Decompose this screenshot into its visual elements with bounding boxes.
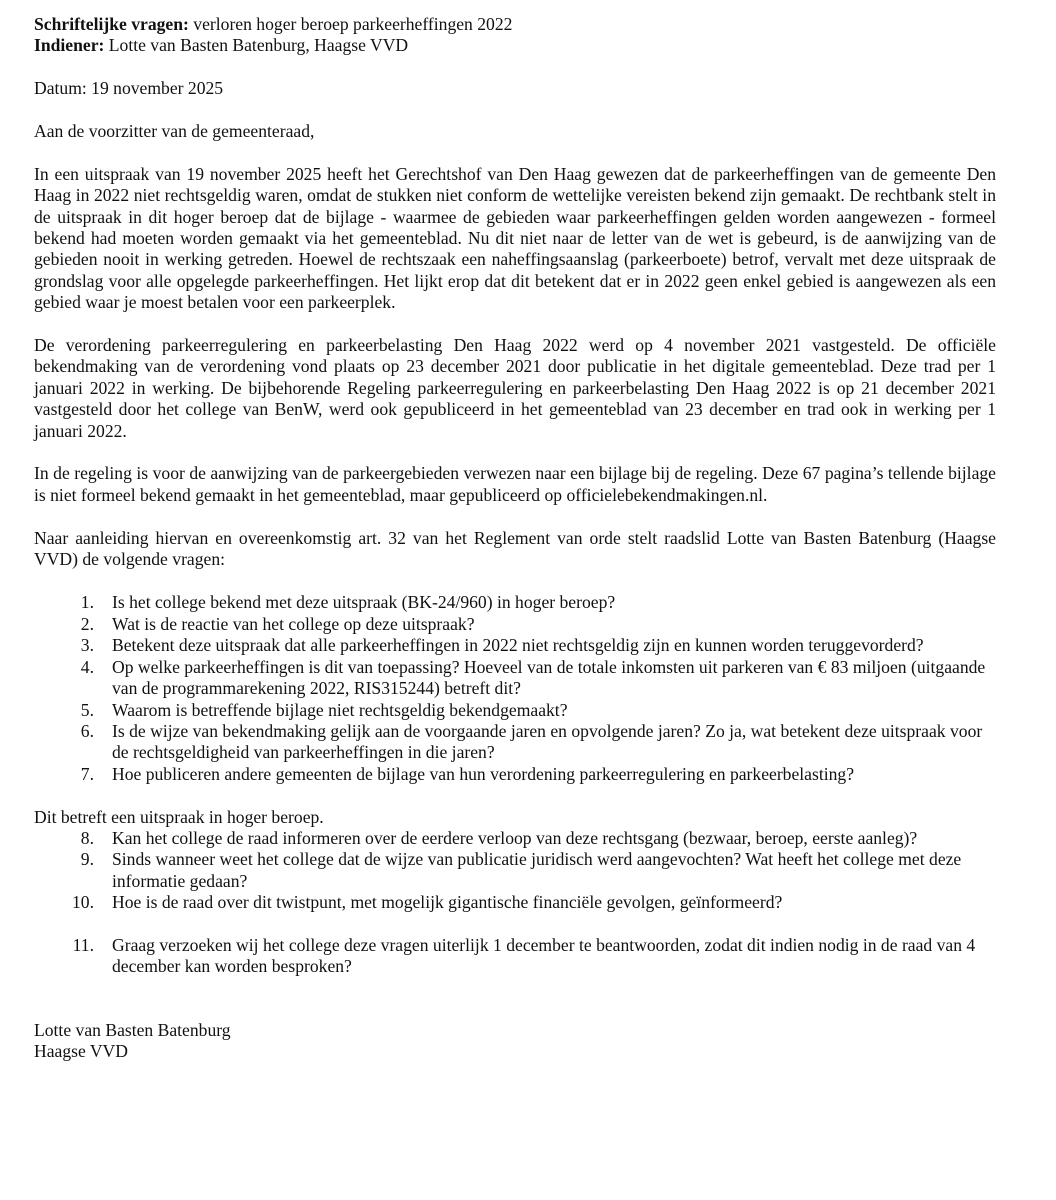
question-text: Waarom is betreffende bijlage niet rechtsgeldig bekendgemaakt?: [112, 699, 568, 720]
question-item: [34, 657, 996, 700]
question-text: Graag verzoeken wij het college deze vragen uiterlijk 1 december te beantwoorden, zodat dit indien nodig in de raad van 4 december kan worden besproken?: [112, 934, 976, 977]
paragraph-appendix: In de regeling is voor de aanwijzing van de parkeergebieden verwezen naar een bijlage bij de regeling. Deze 67 pagina’s tellende bijlage is niet formeel bekend gemaakt in het gemeenteblad, maar gepubliceerd op officielebekendmakingen.nl.: [34, 463, 996, 505]
question-list-c: [34, 935, 996, 978]
question-number: 9.: [80, 849, 94, 870]
question-item: [34, 828, 996, 849]
question-item: [34, 592, 996, 613]
question-item: [34, 849, 996, 892]
question-text: Betekent deze uitspraak dat alle parkeerheffingen in 2022 niet rechtsgeldig zijn en kunnen worden teruggevorderd?: [112, 635, 924, 656]
question-item: [34, 935, 996, 978]
question-text: Is het college bekend met deze uitspraak (BK-24/960) in hoger beroep?: [112, 592, 616, 613]
question-list-b: [34, 828, 996, 914]
question-number: 6.: [80, 720, 94, 741]
question-text: Op welke parkeerheffingen is dit van toepassing? Hoeveel van de totale inkomsten uit parkeren van € 83 miljoen (uitgaande van de programmarekening 2022, RIS315244) betreft dit?: [112, 656, 986, 699]
signature-party: Haagse VVD: [34, 1041, 128, 1062]
question-number: 7.: [80, 763, 94, 784]
question-text: Sinds wanneer weet het college dat de wijze van publicatie juridisch werd aangevochten? Wat heeft het college met deze informatie gedaan?: [112, 849, 962, 891]
question-number: 4.: [80, 656, 94, 677]
question-text: Wat is de reactie van het college op deze uitspraak?: [112, 613, 475, 634]
submitter-line: [34, 35, 996, 56]
subject-line: [34, 14, 996, 35]
question-number: 10.: [72, 892, 94, 913]
signature-block: [34, 1020, 996, 1063]
question-number: 11.: [72, 934, 94, 955]
appeal-note: Dit betreft een uitspraak in hoger beroep.: [34, 806, 324, 827]
question-number: 8.: [80, 827, 94, 848]
paragraph-questions-intro: Naar aanleiding hiervan en overeenkomstig art. 32 van het Reglement van orde stelt raadslid Lotte van Basten Batenburg (Haagse VVD) de volgende vragen:: [34, 527, 996, 570]
subject-label: Schriftelijke vragen:: [34, 14, 189, 34]
submitter-value: Lotte van Basten Batenburg, Haagse VVD: [104, 35, 409, 56]
question-text: Is de wijze van bekendmaking gelijk aan de voorgaande jaren en opvolgende jaren? Zo ja, wat betekent deze uitspraak voor de rechtsgeldigheid van parkeerheffingen in die jaren?: [112, 720, 983, 763]
question-item: [34, 635, 996, 656]
question-item: [34, 614, 996, 635]
question-text: Hoe is de raad over dit twistpunt, met mogelijk gigantische financiële gevolgen, geïnformeerd?: [112, 892, 783, 913]
date-line: Datum: 19 november 2025: [34, 78, 224, 99]
question-number: 1.: [80, 592, 94, 613]
question-number: 3.: [80, 635, 94, 656]
salutation: Aan de voorzitter van de gemeenteraad,: [34, 121, 315, 141]
question-item: [34, 764, 996, 785]
question-text: Hoe publiceren andere gemeenten de bijlage van hun verordening parkeerregulering en parkeerbelasting?: [112, 763, 855, 784]
question-number: 5.: [80, 699, 94, 720]
question-item: [34, 700, 996, 721]
subject-value: verloren hoger beroep parkeerheffingen 2022: [188, 14, 513, 34]
question-item: [34, 892, 996, 913]
question-item: [34, 721, 996, 764]
submitter-label: Indiener:: [34, 35, 105, 56]
question-text: Kan het college de raad informeren over de eerdere verloop van deze rechtsgang (bezwaar, beroep, eerste aanleg)?: [112, 827, 918, 848]
paragraph-ruling: In een uitspraak van 19 november 2025 heeft het Gerechtshof van Den Haag gewezen dat de parkeerheffingen van de gemeente Den Haag in 2022 niet rechtsgeldig waren, omdat de stukken niet conform de wettelijke vereisten bekend zijn gemaakt. De rechtbank stelt in de uitspraak in dit hoger beroep dat de bijlage - waarmee de gebieden waar parkeerheffingen gelden worden aangewezen - formeel bekend had moeten worden gemaakt via het gemeenteblad. Nu dit niet naar de letter van de wet is gebeurd, is de aanwijzing van de gebieden nooit in werking getreden. Hoewel de rechtszaak een naheffingsaanslag (parkeerboete) betrof, vervalt met deze uitspraak de grondslag voor alle opgelegde parkeerheffingen. Het lijkt erop dat dit betekent dat er in 2022 geen enkel gebied is aangewezen als een gebied waar je moest betalen voor een parkeerplek.: [34, 163, 996, 313]
signature-name: Lotte van Basten Batenburg: [34, 1019, 231, 1040]
question-list-a: [34, 592, 996, 785]
paragraph-ordinance: De verordening parkeerregulering en parkeerbelasting Den Haag 2022 werd op 4 november 2021 vastgesteld. De officiële bekendmaking van de verordening vond plaats op 23 december 2021 door publicatie in het digitale gemeenteblad. Deze trad per 1 januari 2022 in werking. De bijbehorende Regeling parkeerregulering en parkeerbelasting Den Haag 2022 is op 21 december 2021 vastgesteld door het college van BenW, werd ook gepubliceerd in het gemeenteblad van 23 december en trad ook in werking per 1 januari 2022.: [34, 335, 996, 441]
question-number: 2.: [80, 613, 94, 634]
